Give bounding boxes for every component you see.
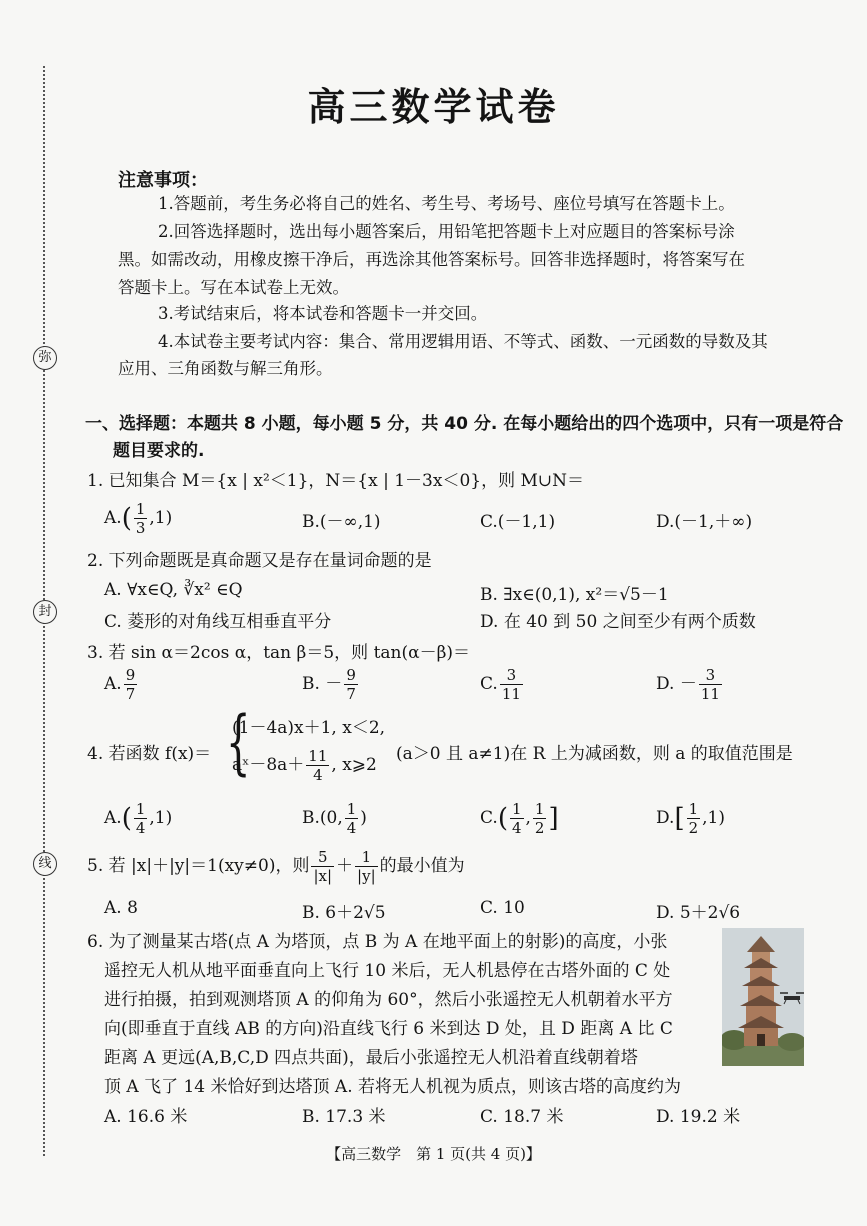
notice-line-5: 3.考试结束后，将本试卷和答题卡一并交回。 bbox=[158, 304, 488, 323]
q4-option-b: B.(0, $\frac{1}{4}$ ) bbox=[302, 800, 367, 837]
page-title: 高三数学试卷 bbox=[307, 85, 560, 129]
q5-option-d: D. 5＋2√6 bbox=[656, 903, 741, 923]
section-heading-line-1: 一、选择题：本题共 8 小题，每小题 5 分，共 40 分. 在每小题给出的四个选项中，只有一项是符合 bbox=[85, 414, 844, 434]
q3-option-a: A. $\frac{9}{7}$ bbox=[104, 666, 136, 703]
q2-option-d: D. 在 40 到 50 之间至少有两个质数 bbox=[480, 612, 756, 632]
seal-xian: 线 bbox=[33, 852, 57, 876]
q2-option-b: B. ∃x∈(0,1), x²＝√5－1 bbox=[480, 585, 669, 605]
q1-option-b: B.(－∞,1) bbox=[302, 512, 381, 532]
notice-heading: 注意事项： bbox=[118, 170, 208, 191]
notice-line-3: 黑。如需改动，用橡皮擦干净后，再选涂其他答案标号。回答非选择题时，将答案写在 bbox=[118, 250, 745, 269]
notice-line-4: 答题卡上。写在本试卷上无效。 bbox=[118, 278, 349, 297]
notice-line-1: 1.答题前，考生务必将自己的姓名、考生号、考场号、座位号填写在答题卡上。 bbox=[158, 194, 735, 213]
seal-mi: 弥 bbox=[33, 346, 57, 370]
seal-feng: 封 bbox=[33, 600, 57, 624]
q2-stem: 2. 下列命题既是真命题又是存在量词命题的是 bbox=[87, 551, 432, 571]
q4-case-2: aˣ－8a＋ $\frac{11}{4}$ , x⩾2 bbox=[232, 747, 377, 784]
q4-option-c: C.( $\frac{1}{4}$ , $\frac{1}{2}$ ] bbox=[480, 800, 559, 837]
q6-line-4: 向(即垂直于直线 AB 的方向)沿直线飞行 6 米到达 D 处，且 D 距离 A 比 C bbox=[104, 1019, 673, 1039]
q1-stem: 1. 已知集合 M＝{x | x²＜1}，N＝{x | 1－3x＜0}，则 M∪N＝ bbox=[87, 471, 585, 491]
q4-stem-post: (a＞0 且 a≠1)在 R 上为减函数，则 a 的取值范围是 bbox=[396, 744, 793, 764]
q6-line-2: 遥控无人机从地平面垂直向上飞行 10 米后，无人机悬停在古塔外面的 C 处 bbox=[104, 961, 671, 981]
pagoda-drone-image bbox=[722, 928, 804, 1066]
q6-option-c: C. 18.7 米 bbox=[480, 1107, 564, 1127]
q1-option-d: D.(－1,＋∞) bbox=[656, 512, 753, 532]
page-footer: 【高三数学 第 1 页(共 4 页)】 bbox=[326, 1145, 541, 1163]
q1-option-c: C.(－1,1) bbox=[480, 512, 556, 532]
q2-option-c: C. 菱形的对角线互相垂直平分 bbox=[104, 612, 332, 632]
q5-option-b: B. 6＋2√5 bbox=[302, 903, 386, 923]
section-heading-line-2: 题目要求的. bbox=[113, 441, 205, 461]
q6-line-3: 进行拍摄，拍到观测塔顶 A 的仰角为 60°，然后小张遥控无人机朝着水平方 bbox=[104, 990, 673, 1010]
q5-option-c: C. 10 bbox=[480, 898, 525, 918]
q6-line-1: 6. 为了测量某古塔(点 A 为塔顶，点 B 为 A 在地平面上的射影)的高度，小张 bbox=[87, 932, 668, 952]
q6-line-5: 距离 A 更远(A,B,C,D 四点共面)，最后小张遥控无人机沿着直线朝着塔 bbox=[104, 1048, 638, 1068]
notice-line-6: 4.本试卷主要考试内容：集合、常用逻辑用语、不等式、函数、一元函数的导数及其 bbox=[158, 332, 768, 351]
q3-option-c: C. $\frac{3}{11}$ bbox=[480, 666, 521, 703]
q4-option-a: A.( $\frac{1}{4}$ ,1) bbox=[104, 800, 173, 837]
notice-line-7: 应用、三角函数与解三角形。 bbox=[118, 359, 333, 378]
q6-option-a: A. 16.6 米 bbox=[104, 1107, 188, 1127]
q5-stem: 5. 若 |x|＋|y|＝1(xy≠0)，则 $\frac{5}{|x|}$ ＋ $\frac{1}{|y|}$ 的最小值为 bbox=[87, 848, 465, 885]
q3-option-d: D. － $\frac{3}{11}$ bbox=[656, 666, 720, 703]
notice-line-2: 2.回答选择题时，选出每小题答案后，用铅笔把答题卡上对应题目的答案标号涂 bbox=[158, 222, 735, 241]
q3-option-b: B. － $\frac{9}{7}$ bbox=[302, 666, 356, 703]
q6-option-b: B. 17.3 米 bbox=[302, 1107, 386, 1127]
q4-option-d: D.[ $\frac{1}{2}$ ,1) bbox=[656, 800, 725, 837]
q5-option-a: A. 8 bbox=[104, 898, 138, 918]
q2-option-a: A. ∀x∈Q, ∛x² ∈Q bbox=[104, 580, 243, 600]
q4-brace: { bbox=[226, 701, 251, 783]
q1-option-a: A.( $\frac{1}{3}$ ,1) bbox=[104, 500, 173, 537]
q3-stem: 3. 若 sin α＝2cos α，tan β＝5，则 tan(α－β)＝ bbox=[87, 643, 471, 663]
q6-option-d: D. 19.2 米 bbox=[656, 1107, 741, 1127]
q6-line-6: 顶 A 飞了 14 米恰好到达塔顶 A. 若将无人机视为质点，则该古塔的高度约为 bbox=[104, 1077, 682, 1097]
q4-case-1: (1－4a)x＋1, x＜2, bbox=[232, 718, 386, 738]
q4-stem-pre: 4. 若函数 f(x)＝ bbox=[87, 744, 212, 764]
